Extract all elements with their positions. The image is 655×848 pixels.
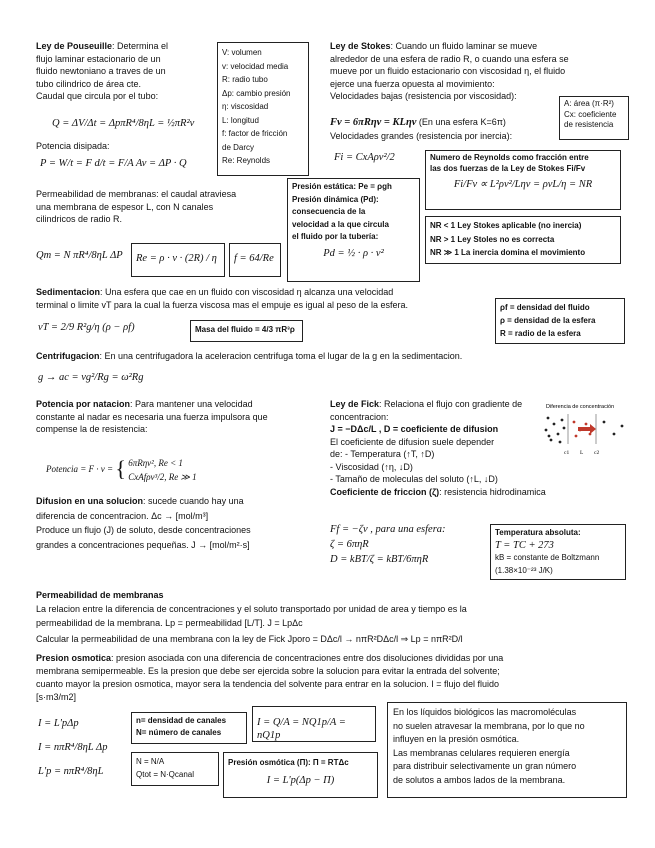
- difusion-text: : sucede cuando hay una: [143, 496, 244, 506]
- text-line: una membrana de espesor L, con N canales: [36, 201, 214, 212]
- canales-box: [131, 712, 247, 744]
- centrif-section: [36, 350, 596, 363]
- stokes-section: [330, 40, 620, 103]
- fick-title: Ley de Fick: [330, 399, 380, 409]
- eq-line: D = kBT/ζ = kBT/6πηR: [330, 554, 429, 565]
- var-item: v: velocidad media: [222, 61, 289, 71]
- box-line: Presión estática: Pe = ρgh: [292, 182, 392, 191]
- box-line: NR ≫ 1 La inercia domina el movimiento: [430, 248, 586, 257]
- sediment-text: : Una esfera que cae en un fluido con viscosidad η alcanza una velocidad: [100, 287, 394, 297]
- var-item: Re: Reynolds: [222, 156, 271, 165]
- osmotica-box: [223, 752, 378, 798]
- tick-c1: c1: [564, 450, 570, 456]
- box-line: consecuencia de la: [292, 207, 366, 216]
- friction-equation-box: f = 64/Re: [229, 243, 281, 277]
- stokes-low-note: (En una esfera K=6π): [418, 117, 506, 127]
- natacion-equation: [46, 456, 197, 484]
- box-line: ρ = densidad de la esfera: [500, 316, 596, 325]
- natacion-title: Potencia por natacion: [36, 399, 131, 409]
- osmotica-text: : presion asociada con una diferencia de concentraciones entre dos disoluciones divididas por una: [111, 653, 504, 663]
- pouseuille-intro: fluido newtoniano a traves de un: [36, 66, 166, 76]
- pouseuille-intro: : Determina el: [112, 41, 169, 51]
- box-line: Presión dinámica (Pd):: [292, 194, 379, 204]
- sediment-equation: vT = 2/9 R²g/η (ρ − ρf): [38, 322, 135, 333]
- flow-arrow-icon: [578, 424, 596, 434]
- eq-line: I = L'pΔp: [38, 718, 79, 729]
- box-line: kB = constante de Boltzmann: [495, 553, 600, 562]
- box-line: En los líquidos biológicos las macromoléculas: [393, 707, 577, 717]
- figure-label: Diferencia de concentración: [546, 404, 615, 410]
- stokes-low-label: Velocidades bajas (resistencia por viscosidad):: [330, 91, 517, 101]
- fick-text: concentracion:: [330, 411, 389, 422]
- caudal-label: Caudal que circula por el tubo:: [36, 91, 159, 101]
- perm-title: Permeabilidad de membranas: [36, 590, 164, 600]
- nna-box: [131, 752, 219, 786]
- box-line: Temperatura absoluta:: [495, 528, 581, 537]
- var-item: f: factor de fricción: [222, 129, 288, 138]
- osmotica-text: membrana semipermeable. Es la presion que debe ser ejercida sobre la solucion para evitar la entrada del solvente;: [36, 666, 500, 676]
- friction-text: : resistencia hidrodinamica: [439, 486, 546, 497]
- eq-line: Ff = −ζv , para una esfera:: [330, 524, 446, 535]
- centrif-title: Centrifugacion: [36, 351, 100, 361]
- nr-box: [425, 216, 621, 264]
- box-line: influyen en la presión osmótica.: [393, 734, 520, 744]
- box-line: A: área (π·R²): [564, 99, 614, 108]
- caudal-equation: Q = ΔV/Δt = ΔpπR⁴/8ηL = ½πR²v: [52, 118, 195, 129]
- potencia-label: Potencia disipada:: [36, 141, 110, 151]
- osmotica-equations: [38, 712, 107, 784]
- diffusion-figure: [540, 400, 628, 458]
- potencia-equation: P = W/t = F d/t = F/A Av = ΔP · Q: [40, 158, 187, 169]
- var-item: η: viscosidad: [222, 102, 269, 111]
- natacion-text: : Para mantener una velocidad: [130, 399, 253, 409]
- box-line: velocidad a la que circula: [292, 219, 389, 229]
- stokes-high-equation: Fi = CxAρv²/2: [334, 152, 395, 163]
- natacion-text: compense la de resistencia:: [36, 424, 148, 434]
- box-line: N = N/A: [136, 757, 165, 766]
- box-line: Cx: coeficiente: [564, 109, 617, 119]
- box-line: Numero de Reynolds como fracción entre: [430, 153, 589, 162]
- tick-L: L: [580, 450, 584, 456]
- box-line: ρf = densidad del fluido: [500, 303, 590, 312]
- osmotica-title: Presion osmotica: [36, 653, 112, 663]
- eq-line: ζ = 6πηR: [330, 539, 369, 550]
- box-line: Presión osmótica (Π): Π = RTΔc: [228, 758, 349, 767]
- sediment-title: Sedimentacion: [36, 287, 101, 297]
- stokes-low-eq-line: [330, 116, 506, 130]
- fick-dep: El coeficiente de difusion suele depender: [330, 436, 495, 447]
- fick-dep: - Viscosidad (↑η, ↓D): [330, 461, 413, 472]
- stokes-low-equation: Fv = 6πRηv = KLηv: [330, 117, 417, 128]
- natacion-eq-left: Potencia = F · v =: [46, 464, 114, 475]
- box-line: Fi/Fv ∝ L²ρv²/Lηv = ρvL/η = NR: [453, 179, 593, 190]
- stokes-intro: : Cuando un fluido laminar se mueve: [390, 41, 538, 51]
- centrif-equation: g → ac = vg²/Rg = ω²Rg: [38, 372, 144, 383]
- box-line: NR < 1 Ley Stokes aplicable (no inercia): [430, 221, 582, 230]
- box-line: n= densidad de canales: [136, 716, 227, 725]
- flujo-box: I = Q/A = NQ1p/A = nQ1p: [252, 706, 376, 742]
- box-line: Las membranas celulares requieren energía: [393, 747, 570, 758]
- difusion-section: [36, 494, 306, 552]
- osmotica-text: [s·m3/m2]: [36, 692, 77, 702]
- box-line: para distribuir selectivamente un gran número: [393, 761, 577, 771]
- friction-title: Coeficiente de friccion (ζ): [330, 486, 440, 497]
- text-line: cilindricos de radio R.: [36, 214, 123, 224]
- var-item: Δp: cambio presión: [222, 88, 291, 98]
- stokes-high-label: Velocidades grandes (resistencia por inercia):: [330, 131, 513, 141]
- difusion-text: Produce un flujo (J) de soluto, desde concentraciones: [36, 525, 251, 535]
- var-item: L: longitud: [222, 115, 259, 125]
- pouseuille-intro: tubo cilindrico de área cte.: [36, 78, 142, 89]
- pouseuille-intro: flujo laminar estacionario de un: [36, 53, 161, 64]
- text-line: Permeabilidad de membranas: el caudal atraviesa: [36, 189, 237, 199]
- density-legend-box: [495, 298, 625, 344]
- variables-box: [217, 42, 309, 176]
- eq-line: L'p = nπR⁴/8ηL: [38, 766, 104, 777]
- perm-section: [36, 588, 626, 646]
- temperature-box: [490, 524, 626, 580]
- pouseuille-section: [36, 40, 211, 103]
- area-box: [559, 96, 629, 140]
- box-line: de solutos a ambos lados de la membrana.: [393, 774, 566, 785]
- osmotica-text: cuanto mayor la presion osmotica, mayor sera la tendencia del solvente para entrar en la solucion. I = flujo del fluido: [36, 679, 500, 689]
- box-line: las dos fuerzas de la Ley de Stokes Fi/Fv: [430, 163, 586, 173]
- right-particles: [603, 421, 624, 436]
- sediment-section: [36, 286, 516, 311]
- brace-glyph: {: [115, 456, 126, 482]
- difusion-title: Difusion en una solucion: [36, 496, 144, 506]
- box-line: (1.38×10⁻²³ J/K): [495, 565, 553, 575]
- tick-c2: c2: [594, 450, 600, 456]
- fick-dep: - Tamaño de moleculas del soluto (↑L, ↓D): [330, 474, 498, 484]
- var-item: de Darcy: [222, 142, 255, 152]
- box-line: Qtot = N·Qcanal: [136, 770, 195, 779]
- perm-calc: Calcular la permeabilidad de una membrana con la ley de Fick Jporo = DΔc/l → nπR²DΔc/l ⇒ Lp = nπR²D/l: [36, 634, 463, 644]
- stokes-intro: ejerce una fuerza opuesta al movimiento:: [330, 78, 495, 89]
- friction-equations: [330, 522, 446, 567]
- stokes-intro: alrededor de una esfera de radio R, o cuando una esfera se: [330, 53, 569, 64]
- var-item: R: radio tubo: [222, 75, 268, 84]
- fick-section: [330, 398, 546, 498]
- reynolds-box: [425, 150, 621, 210]
- case-line: 6πRηv², Re < 1: [128, 458, 183, 468]
- fick-dep: de: - Temperatura (↑T, ↑D): [330, 449, 435, 459]
- eq-line: I = nπR⁴/8ηL Δp: [38, 742, 108, 753]
- natacion-text: constante al nadar es necesaria una fuerza impulsora que: [36, 411, 268, 422]
- presion-box: [287, 178, 420, 282]
- reynolds-equation-box: Re = ρ · v · (2R) / η: [131, 243, 225, 277]
- box-line: R = radio de la esfera: [500, 329, 581, 338]
- bio-box: [387, 702, 627, 798]
- difusion-text: grandes a concentraciones pequeñas. J → [mol/m²·s]: [36, 539, 250, 550]
- perm-membrana-text: [36, 188, 286, 226]
- box-line: T = TC + 273: [495, 539, 554, 551]
- box-line: NR > 1 Ley Stoles no es correcta: [430, 234, 555, 244]
- sediment-text: terminal o limite vT para la cual la fuerza viscosa mas el empuje es igual al peso de la esfera.: [36, 299, 409, 310]
- left-particles: [545, 417, 566, 444]
- natacion-cases: [128, 456, 196, 484]
- pouseuille-title: Ley de Pouseuille: [36, 41, 113, 51]
- box-line: de resistencia: [564, 120, 614, 129]
- stokes-intro: mueve por un fluido estacionario con viscosidad η, el fluido: [330, 66, 566, 76]
- qm-equation: Qm = N πR⁴/8ηL ΔP: [36, 250, 123, 261]
- box-line: no suelen atravesar la membrana, por lo que no: [393, 720, 585, 731]
- stokes-title: Ley de Stokes: [330, 41, 391, 51]
- masa-box: Masa del fluido = 4/3 πR³ρ: [190, 320, 303, 342]
- case-line: CxAfρv³/2, Re ≫ 1: [128, 472, 197, 482]
- centrif-text: : En una centrifugadora la aceleracion centrifuga toma el lugar de la g en la sedimentacion.: [99, 351, 463, 361]
- osmotica-section: [36, 652, 626, 704]
- perm-text: La relacion entre la diferencia de concentraciones y el soluto transportado por unidad de area y tiempo es la: [36, 604, 467, 614]
- difusion-text: diferencia de concentracion. Δc → [mol/m³]: [36, 510, 209, 521]
- box-line: I = L'p(Δp − Π): [266, 775, 335, 786]
- box-line: el fluido por la tubería:: [292, 232, 379, 241]
- fick-text: : Relaciona el flujo con gradiente de: [379, 399, 523, 409]
- perm-text: permeabilidad de la membrana. Lp = permeabilidad [L/T]. J = LpΔc: [36, 618, 303, 628]
- box-line: Pd = ½ · ρ · v²: [323, 247, 384, 259]
- box-line: N= número de canales: [136, 728, 222, 737]
- var-item: V: volumen: [222, 48, 262, 57]
- natacion-section: [36, 398, 296, 436]
- fick-equation: J = −DΔc/L , D = coeficiente de difusion: [330, 424, 499, 434]
